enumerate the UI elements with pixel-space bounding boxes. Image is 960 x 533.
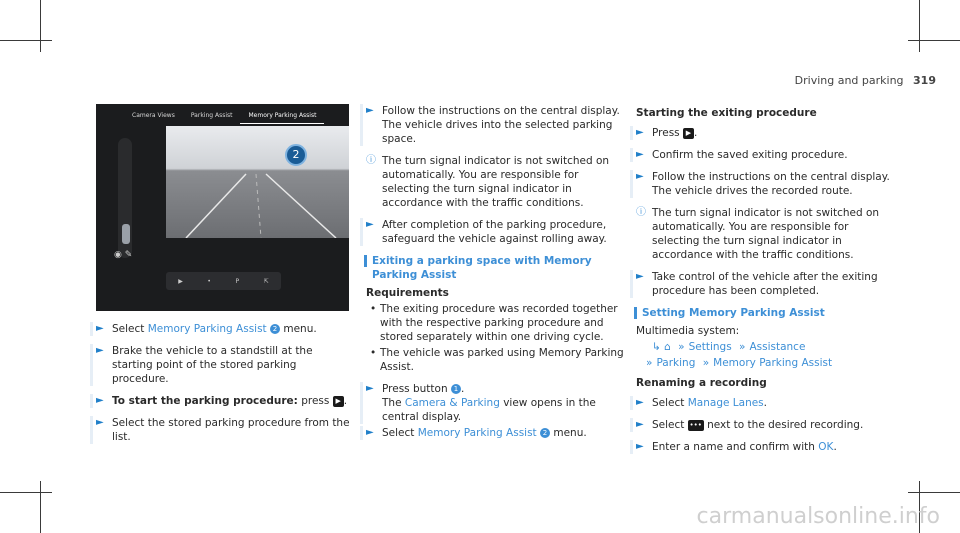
- arrow-icon: ►: [366, 383, 374, 394]
- play-key-icon: ▶: [683, 128, 694, 139]
- arrow-icon: ►: [636, 127, 644, 138]
- instruction-step: ► Follow the instructions on the central display. The vehicle drives the recorded route.: [636, 170, 898, 198]
- menu-link: OK: [818, 441, 834, 453]
- arrow-icon: ►: [96, 323, 104, 334]
- instruction-step: ► Confirm the saved exiting procedure.: [636, 148, 898, 162]
- menu-path-item: Memory Parking Assist: [713, 357, 833, 369]
- chevron-icon: »: [702, 357, 710, 369]
- crop-mark: [40, 481, 41, 533]
- section-heading: Setting Memory Parking Assist: [636, 306, 898, 320]
- column-2: [366, 104, 624, 448]
- info-note: ⓘ The turn signal indicator is not switched on automatically. You are responsible for selecting the turn signal indicator in accordance with the traffic conditions.: [636, 207, 880, 261]
- callout-badge: 2: [270, 324, 280, 334]
- column-1: [96, 322, 354, 452]
- play-key-icon: ▶: [333, 396, 344, 407]
- arrow-icon: ►: [636, 149, 644, 160]
- page-number: 319: [913, 74, 936, 87]
- instruction-step: ► Brake the vehicle to a standstill at the starting point of the stored parking procedure.: [96, 344, 354, 386]
- arrow-icon: ►: [366, 219, 374, 230]
- instruction-step: ► Select ••• next to the desired recording.: [636, 418, 898, 432]
- info-icon: ⓘ: [366, 155, 376, 166]
- instruction-step: ► Select Manage Lanes.: [636, 396, 898, 410]
- instruction-step: ► Press button 1 . The Camera & Parking view opens in the central display.: [366, 382, 624, 424]
- instruction-step: ► To start the parking procedure: press ▶ .: [96, 394, 354, 408]
- arrow-icon: ►: [96, 345, 104, 356]
- section-title: Driving and parking: [794, 74, 904, 87]
- crop-mark: [0, 492, 52, 493]
- chevron-icon: »: [646, 357, 653, 369]
- chevron-icon: »: [739, 341, 746, 353]
- arrow-icon: ►: [636, 419, 644, 430]
- menu-link: Manage Lanes: [687, 397, 764, 409]
- arrow-icon: ►: [96, 417, 104, 428]
- dot-icon: •: [207, 277, 211, 285]
- tab-camera-views: Camera Views: [132, 112, 175, 119]
- watermark: carmanualsonline.info: [696, 504, 940, 529]
- bottom-bar: [166, 272, 281, 290]
- tab-memory-parking-assist: Memory Parking Assist: [240, 110, 324, 124]
- arrow-icon: ►: [636, 441, 644, 452]
- arrow-icon: ►: [366, 105, 374, 116]
- callout-badge: 2: [540, 428, 550, 438]
- section-heading: Exiting a parking space with Memory Parking Assist: [366, 254, 624, 282]
- instruction-step: ► Select Memory Parking Assist 2 menu.: [366, 426, 624, 440]
- arrow-icon: ►: [366, 427, 374, 438]
- requirements-heading: Requirements: [366, 287, 449, 299]
- tab-parking-assist: Parking Assist: [190, 112, 233, 119]
- callout-badge: 2: [285, 144, 307, 166]
- menu-path: [636, 356, 898, 370]
- display-screenshot: [96, 104, 349, 311]
- column-3: [636, 104, 898, 462]
- section-heading: Starting the exiting procedure: [636, 107, 817, 119]
- menu-path-item: Parking: [656, 357, 696, 369]
- crop-mark: [908, 40, 960, 41]
- crop-mark: [919, 0, 920, 52]
- camera-icon: ◉: [114, 250, 122, 260]
- instruction-step: ► Take control of the vehicle after the exiting procedure has been completed.: [636, 270, 898, 298]
- camera-view: [166, 126, 349, 238]
- menu-path: [636, 340, 898, 354]
- arrow-icon: ►: [636, 271, 644, 282]
- more-key-icon: •••: [689, 420, 702, 429]
- instruction-step: ► Follow the instructions on the central display. The vehicle drives into the selected parking space.: [366, 104, 624, 146]
- instruction-step: ► Select Memory Parking Assist 2 menu.: [96, 322, 354, 336]
- menu-link: Memory Parking Assist: [147, 323, 267, 335]
- chevron-icon: »: [678, 341, 685, 353]
- car-icon: [122, 224, 130, 244]
- instruction-step: ► After completion of the parking procedure, safeguard the vehicle against rolling away.: [366, 218, 624, 246]
- section-heading: Renaming a recording: [636, 377, 767, 389]
- park-icon: ✎: [124, 250, 133, 260]
- instruction-step: ► Enter a name and confirm with OK.: [636, 440, 898, 454]
- list-item: • The exiting procedure was recorded together with the respective parking procedure and stored separately within one driving cycle.: [366, 302, 624, 344]
- crop-mark: [0, 40, 52, 41]
- crop-mark: [908, 492, 960, 493]
- arrow-icon: ►: [96, 395, 104, 406]
- crop-mark: [40, 0, 41, 52]
- side-icons: [114, 250, 132, 260]
- home-icon: ⌂: [664, 341, 671, 353]
- parking-icon: P: [235, 277, 240, 285]
- view-link: Camera & Parking: [404, 397, 500, 409]
- callout-badge: 1: [451, 384, 461, 394]
- road-lines: [166, 126, 349, 238]
- menu-path-item: Settings: [688, 341, 732, 353]
- screen-tabs: [124, 110, 343, 124]
- exit-icon: ⇱: [263, 277, 269, 285]
- menu-link: Memory Parking Assist: [417, 427, 537, 439]
- play-icon: ▶: [178, 277, 183, 285]
- info-icon: ⓘ: [636, 207, 646, 218]
- enter-arrow-icon: ↳: [652, 341, 661, 353]
- list-item: • The vehicle was parked using Memory Parking Assist.: [366, 346, 624, 374]
- arrow-icon: ►: [636, 397, 644, 408]
- multimedia-label: Multimedia system:: [636, 325, 740, 337]
- page-header: [795, 74, 936, 87]
- instruction-step: ► Press ▶ .: [636, 126, 898, 140]
- instruction-step: ► Select the stored parking procedure from the list.: [96, 416, 354, 444]
- menu-path-item: Assistance: [749, 341, 806, 353]
- info-note: ⓘ The turn signal indicator is not switched on automatically. You are responsible for selecting the turn signal indicator in accordance with the traffic conditions.: [366, 155, 610, 209]
- arrow-icon: ►: [636, 171, 644, 182]
